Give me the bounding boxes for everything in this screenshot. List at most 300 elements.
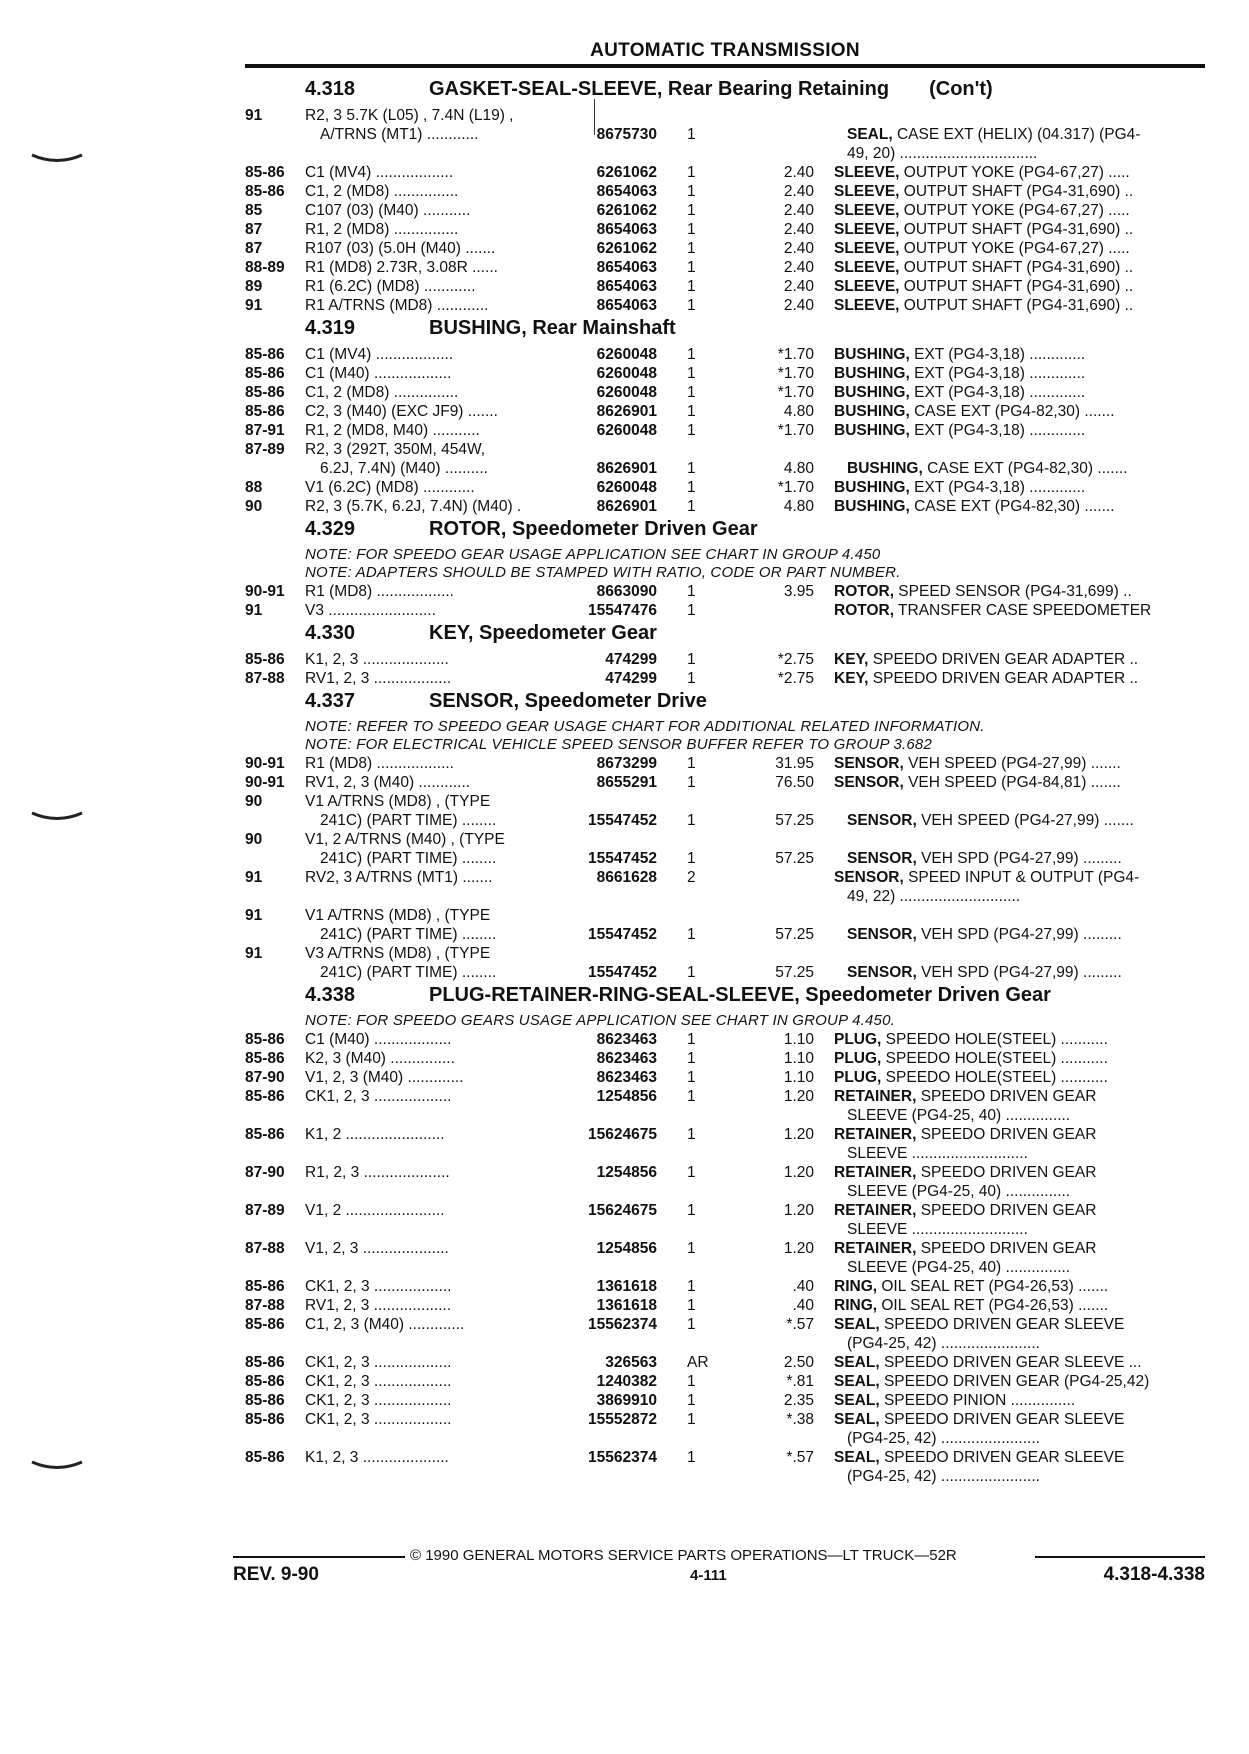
model-years: 87-90 <box>245 1069 285 1086</box>
quantity: 1 <box>687 1126 696 1143</box>
quantity: 1 <box>687 774 696 791</box>
part-number: 8626901 <box>596 460 657 477</box>
parts-row <box>245 345 1205 364</box>
part-number: 6261062 <box>596 240 657 257</box>
section-title-text: PLUG-RETAINER-RING-SEAL-SLEEVE, Speedometer Driven Gear <box>429 984 1051 1006</box>
part-name: SENSOR, <box>847 812 917 829</box>
part-description <box>834 258 1133 277</box>
quantity: 1 <box>687 384 696 401</box>
quantity: 1 <box>687 1031 696 1048</box>
part-number: 15547452 <box>588 850 657 867</box>
parts-row <box>245 239 1205 258</box>
part-detail: SLEEVE (PG4-25, 40) ............... <box>847 1183 1071 1200</box>
part-name: SEAL, <box>834 1316 880 1333</box>
application: R1, 2 (MD8, M40) ........... <box>305 422 480 439</box>
price: *1.70 <box>777 384 814 401</box>
application: V1, 2 ....................... <box>305 1202 445 1219</box>
part-name: SEAL, <box>834 1411 880 1428</box>
part-detail: OUTPUT SHAFT (PG4-31,690) .. <box>899 297 1134 314</box>
quantity: 1 <box>687 964 696 981</box>
part-description <box>847 459 1128 478</box>
quantity: 1 <box>687 1278 696 1295</box>
quantity: 1 <box>687 1392 696 1409</box>
parts-row <box>245 1106 1205 1125</box>
revision-label: REV. 9-90 <box>233 1564 319 1585</box>
part-name: SLEEVE, <box>834 240 900 257</box>
quantity: 1 <box>687 755 696 772</box>
section-number: 4.337 <box>305 690 356 712</box>
application: A/TRNS (MT1) ............ <box>320 126 479 143</box>
part-name: KEY, <box>834 651 869 668</box>
part-description <box>834 383 1085 402</box>
application: CK1, 2, 3 .................. <box>305 1354 452 1371</box>
quantity: 1 <box>687 498 696 515</box>
application: R1, 2 (MD8) ............... <box>305 221 459 238</box>
price: 2.40 <box>783 202 814 219</box>
section-title <box>429 518 758 541</box>
part-name: RING, <box>834 1278 878 1295</box>
part-description <box>834 1277 1108 1296</box>
quantity: 1 <box>687 1164 696 1181</box>
parts-row <box>245 144 1205 163</box>
model-years: 85-86 <box>245 183 285 200</box>
quantity: 1 <box>687 221 696 238</box>
model-years: 90-91 <box>245 774 285 791</box>
part-description <box>834 1315 1124 1334</box>
section-number: 4.330 <box>305 622 356 644</box>
model-years: 91 <box>245 107 263 124</box>
model-years: 91 <box>245 907 263 924</box>
part-name: BUSHING, <box>834 346 910 363</box>
parts-row <box>245 811 1205 830</box>
model-years: 87-91 <box>245 422 285 439</box>
section-note: NOTE: FOR SPEEDO GEARS USAGE APPLICATION SEE CHART IN GROUP 4.450. <box>305 1012 896 1029</box>
parts-row <box>245 830 1205 849</box>
part-name: PLUG, <box>834 1031 882 1048</box>
part-number: 1361618 <box>596 1297 657 1314</box>
part-description <box>834 601 1151 620</box>
parts-row <box>245 277 1205 296</box>
part-detail: SPEED INPUT & OUTPUT (PG4- <box>903 869 1140 886</box>
part-detail: SLEEVE ........................... <box>847 1221 1028 1238</box>
part-detail: (PG4-25, 42) ....................... <box>847 1430 1040 1447</box>
part-detail: SPEEDO DRIVEN GEAR <box>916 1126 1097 1143</box>
price: 2.40 <box>783 221 814 238</box>
application: RV1, 2, 3 .................. <box>305 670 452 687</box>
section-title-suffix: (Con't) <box>929 78 993 100</box>
application: 241C) (PART TIME) ........ <box>320 812 497 829</box>
application: V1 A/TRNS (MD8) , (TYPE <box>305 793 491 810</box>
part-number: 15547452 <box>588 964 657 981</box>
part-number: 8655291 <box>596 774 657 791</box>
part-name: KEY, <box>834 670 869 687</box>
quantity: 1 <box>687 602 696 619</box>
model-years: 85-86 <box>245 1411 285 1428</box>
part-number: 8623463 <box>596 1069 657 1086</box>
part-detail: SPEEDO DRIVEN GEAR SLEEVE ... <box>879 1354 1142 1371</box>
part-number: 8626901 <box>596 498 657 515</box>
part-description <box>834 1049 1108 1068</box>
part-detail: TRANSFER CASE SPEEDOMETER <box>894 602 1152 619</box>
part-detail: SPEEDO DRIVEN GEAR SLEEVE <box>879 1449 1125 1466</box>
part-detail: 49, 22) ............................ <box>847 888 1021 905</box>
section-heading <box>245 315 1205 345</box>
part-detail: SLEEVE (PG4-25, 40) ............... <box>847 1107 1071 1124</box>
part-number: 1254856 <box>596 1164 657 1181</box>
part-detail: SPEEDO DRIVEN GEAR <box>916 1202 1097 1219</box>
part-detail: OUTPUT YOKE (PG4-67,27) ..... <box>899 164 1130 181</box>
part-description <box>834 421 1085 440</box>
part-description <box>847 963 1122 982</box>
part-number: 15547452 <box>588 812 657 829</box>
parts-row <box>245 1049 1205 1068</box>
section-title-text: ROTOR, Speedometer Driven Gear <box>429 518 758 540</box>
model-years: 91 <box>245 869 263 886</box>
part-detail: VEH SPD (PG4-27,99) ......... <box>916 850 1122 867</box>
application: V1 A/TRNS (MD8) , (TYPE <box>305 907 491 924</box>
part-name: SEAL, <box>847 126 893 143</box>
part-number: 1361618 <box>596 1278 657 1295</box>
binder-hole-mark <box>30 810 84 822</box>
model-years: 85-86 <box>245 346 285 363</box>
parts-row <box>245 1334 1205 1353</box>
quantity: 1 <box>687 1088 696 1105</box>
price: 1.10 <box>783 1050 814 1067</box>
parts-row <box>245 1239 1205 1258</box>
model-years: 85-86 <box>245 1449 285 1466</box>
quantity: 1 <box>687 297 696 314</box>
section-title-text: KEY, Speedometer Gear <box>429 622 657 644</box>
part-number: 15547452 <box>588 926 657 943</box>
part-name: SENSOR, <box>847 926 917 943</box>
part-detail: 49, 20) ................................ <box>847 145 1038 162</box>
section-heading <box>245 516 1205 546</box>
application: 241C) (PART TIME) ........ <box>320 926 497 943</box>
price: 1.20 <box>783 1240 814 1257</box>
section-note: NOTE: FOR ELECTRICAL VEHICLE SPEED SENSOR BUFFER REFER TO GROUP 3.682 <box>305 736 932 753</box>
part-name: BUSHING, <box>834 479 910 496</box>
application: C1 (MV4) .................. <box>305 164 454 181</box>
part-detail: SPEEDO DRIVEN GEAR ADAPTER .. <box>868 670 1139 687</box>
model-years: 85-86 <box>245 403 285 420</box>
application: C1 (M40) .................. <box>305 365 452 382</box>
part-description <box>847 1258 1070 1277</box>
application: C2, 3 (M40) (EXC JF9) ....... <box>305 403 498 420</box>
model-years: 91 <box>245 945 263 962</box>
application: C1, 2 (MD8) ............... <box>305 384 459 401</box>
parts-listing <box>245 76 1205 1486</box>
part-description <box>834 182 1133 201</box>
quantity: 1 <box>687 1316 696 1333</box>
parts-row <box>245 1391 1205 1410</box>
part-detail: VEH SPEED (PG4-27,99) ....... <box>903 755 1121 772</box>
part-name: SENSOR, <box>834 774 904 791</box>
part-detail: (PG4-25, 42) ....................... <box>847 1335 1040 1352</box>
section-note: NOTE: FOR SPEEDO GEAR USAGE APPLICATION SEE CHART IN GROUP 4.450 <box>305 546 881 563</box>
binder-hole-mark <box>30 1459 84 1471</box>
application: V3 ......................... <box>305 602 436 619</box>
part-detail: SPEEDO HOLE(STEEL) ........... <box>881 1050 1108 1067</box>
parts-row <box>245 459 1205 478</box>
parts-row <box>245 906 1205 925</box>
parts-row <box>245 1467 1205 1486</box>
model-years: 88-89 <box>245 259 285 276</box>
parts-row <box>245 258 1205 277</box>
parts-row <box>245 296 1205 315</box>
application: R1, 2, 3 .................... <box>305 1164 450 1181</box>
part-number: 6260048 <box>596 479 657 496</box>
quantity: 1 <box>687 126 696 143</box>
part-number: 8654063 <box>596 259 657 276</box>
model-years: 91 <box>245 297 263 314</box>
price: *.57 <box>786 1316 814 1333</box>
application: V1, 2, 3 .................... <box>305 1240 449 1257</box>
price: 2.40 <box>783 278 814 295</box>
parts-row <box>245 1353 1205 1372</box>
part-description <box>834 239 1130 258</box>
part-description <box>847 1182 1070 1201</box>
parts-row <box>245 669 1205 688</box>
application: R1 (MD8) .................. <box>305 583 454 600</box>
section-heading <box>245 76 1205 106</box>
part-number: 6261062 <box>596 164 657 181</box>
parts-row <box>245 1315 1205 1334</box>
parts-row <box>245 220 1205 239</box>
section-title <box>429 622 657 645</box>
part-description <box>847 811 1134 830</box>
part-number: 8661628 <box>596 869 657 886</box>
part-detail: SPEEDO DRIVEN GEAR ADAPTER .. <box>868 651 1139 668</box>
application: R2, 3 (292T, 350M, 454W, <box>305 441 486 458</box>
price: *1.70 <box>777 365 814 382</box>
part-detail: SPEEDO DRIVEN GEAR (PG4-25,42) <box>879 1373 1150 1390</box>
model-years: 87 <box>245 221 263 238</box>
price: 4.80 <box>783 498 814 515</box>
section-title <box>429 690 707 713</box>
quantity: 1 <box>687 346 696 363</box>
application: K1, 2, 3 .................... <box>305 651 449 668</box>
part-detail: SPEEDO PINION ............... <box>879 1392 1076 1409</box>
part-detail: EXT (PG4-3,18) ............. <box>909 384 1086 401</box>
parts-row <box>245 440 1205 459</box>
price: *1.70 <box>777 422 814 439</box>
quantity: 1 <box>687 651 696 668</box>
model-years: 85-86 <box>245 164 285 181</box>
footer-copyright: © 1990 GENERAL MOTORS SERVICE PARTS OPERATIONS—LT TRUCK—52R <box>410 1547 957 1564</box>
application: C1, 2, 3 (M40) ............. <box>305 1316 465 1333</box>
binder-hole-mark <box>30 152 84 164</box>
part-name: SLEEVE, <box>834 297 900 314</box>
price: 57.25 <box>775 926 814 943</box>
model-years: 87 <box>245 240 263 257</box>
parts-row <box>245 650 1205 669</box>
section-title <box>429 317 676 340</box>
quantity: 1 <box>687 1240 696 1257</box>
part-description <box>834 754 1121 773</box>
price: 4.80 <box>783 460 814 477</box>
part-number: 8654063 <box>596 278 657 295</box>
part-description <box>834 1239 1096 1258</box>
part-description <box>834 201 1130 220</box>
price: .40 <box>792 1297 814 1314</box>
section-number: 4.319 <box>305 317 356 339</box>
part-detail: CASE EXT (PG4-82,30) ....... <box>909 403 1115 420</box>
part-description <box>847 144 1037 163</box>
part-detail: EXT (PG4-3,18) ............. <box>909 346 1086 363</box>
part-description <box>834 402 1115 421</box>
price: .40 <box>792 1278 814 1295</box>
part-name: BUSHING, <box>834 403 910 420</box>
part-detail: OUTPUT SHAFT (PG4-31,690) .. <box>899 221 1134 238</box>
part-detail: VEH SPD (PG4-27,99) ......... <box>916 926 1122 943</box>
model-years: 87-88 <box>245 670 285 687</box>
parts-row <box>245 1372 1205 1391</box>
application: C1 (MV4) .................. <box>305 346 454 363</box>
part-name: SENSOR, <box>834 869 904 886</box>
price: 1.20 <box>783 1126 814 1143</box>
part-description <box>847 1467 1040 1486</box>
part-description <box>847 125 1140 144</box>
application: C107 (03) (M40) ........... <box>305 202 471 219</box>
parts-row <box>245 497 1205 516</box>
part-number: 6260048 <box>596 384 657 401</box>
price: 1.10 <box>783 1069 814 1086</box>
parts-row <box>245 849 1205 868</box>
part-detail: VEH SPEED (PG4-27,99) ....... <box>916 812 1134 829</box>
price: *1.70 <box>777 479 814 496</box>
quantity: 1 <box>687 1069 696 1086</box>
price: 57.25 <box>775 850 814 867</box>
quantity: 1 <box>687 259 696 276</box>
parts-row <box>245 1182 1205 1201</box>
part-number: 1254856 <box>596 1088 657 1105</box>
quantity: 1 <box>687 1050 696 1067</box>
part-number: 6261062 <box>596 202 657 219</box>
part-number: 8654063 <box>596 297 657 314</box>
price: 2.40 <box>783 297 814 314</box>
part-detail: OUTPUT YOKE (PG4-67,27) ..... <box>899 240 1130 257</box>
model-years: 91 <box>245 602 263 619</box>
section-title-text: GASKET-SEAL-SLEEVE, Rear Bearing Retaining <box>429 78 890 100</box>
application: RV2, 3 A/TRNS (MT1) ....... <box>305 869 493 886</box>
application: RV1, 2, 3 .................. <box>305 1297 452 1314</box>
quantity: 1 <box>687 1449 696 1466</box>
parts-row <box>245 478 1205 497</box>
quantity: AR <box>687 1354 709 1371</box>
model-years: 87-88 <box>245 1297 285 1314</box>
section-title-text: BUSHING, Rear Mainshaft <box>429 317 676 339</box>
model-years: 85-86 <box>245 1031 285 1048</box>
part-detail: SLEEVE (PG4-25, 40) ............... <box>847 1259 1071 1276</box>
parts-row <box>245 868 1205 887</box>
application: V1, 2, 3 (M40) ............. <box>305 1069 464 1086</box>
application: K1, 2 ....................... <box>305 1126 445 1143</box>
part-description <box>847 887 1020 906</box>
model-years: 85-86 <box>245 1278 285 1295</box>
part-detail: VEH SPEED (PG4-84,81) ....... <box>903 774 1121 791</box>
application: C1 (M40) .................. <box>305 1031 452 1048</box>
model-years: 87-89 <box>245 441 285 458</box>
quantity: 1 <box>687 202 696 219</box>
part-description <box>834 364 1085 383</box>
application: V1 (6.2C) (MD8) ............ <box>305 479 475 496</box>
part-detail: (PG4-25, 42) ....................... <box>847 1468 1040 1485</box>
footer-rule-right <box>1035 1556 1205 1558</box>
price: 57.25 <box>775 964 814 981</box>
section-note: NOTE: REFER TO SPEEDO GEAR USAGE CHART FOR ADDITIONAL RELATED INFORMATION. <box>305 718 985 735</box>
part-number: 15552872 <box>588 1411 657 1428</box>
part-name: RETAINER, <box>834 1088 917 1105</box>
parts-row <box>245 1277 1205 1296</box>
quantity: 1 <box>687 1202 696 1219</box>
part-name: SEAL, <box>834 1373 880 1390</box>
part-name: SLEEVE, <box>834 183 900 200</box>
part-description <box>847 1334 1040 1353</box>
part-description <box>834 1448 1124 1467</box>
quantity: 1 <box>687 460 696 477</box>
part-number: 8654063 <box>596 183 657 200</box>
price: 3.95 <box>783 583 814 600</box>
parts-row <box>245 383 1205 402</box>
application: R2, 3 (5.7K, 6.2J, 7.4N) (M40) . <box>305 498 522 515</box>
quantity: 1 <box>687 422 696 439</box>
part-description <box>834 1391 1075 1410</box>
model-years: 85-86 <box>245 384 285 401</box>
section-title-text: SENSOR, Speedometer Drive <box>429 690 707 712</box>
quantity: 1 <box>687 850 696 867</box>
quantity: 1 <box>687 278 696 295</box>
part-description <box>834 773 1121 792</box>
application: 6.2J, 7.4N) (M40) .......... <box>320 460 488 477</box>
quantity: 2 <box>687 869 696 886</box>
part-description <box>834 1372 1149 1391</box>
part-number: 474299 <box>605 651 657 668</box>
application: R1 (MD8) 2.73R, 3.08R ...... <box>305 259 498 276</box>
part-detail: EXT (PG4-3,18) ............. <box>909 422 1086 439</box>
price: 2.50 <box>783 1354 814 1371</box>
model-years: 85-86 <box>245 1126 285 1143</box>
parts-row <box>245 201 1205 220</box>
part-description <box>834 1087 1096 1106</box>
part-name: SLEEVE, <box>834 259 900 276</box>
parts-row <box>245 754 1205 773</box>
model-years: 85-86 <box>245 651 285 668</box>
application: 241C) (PART TIME) ........ <box>320 850 497 867</box>
part-detail: SPEEDO HOLE(STEEL) ........... <box>881 1031 1108 1048</box>
parts-row <box>245 925 1205 944</box>
part-description <box>834 669 1138 688</box>
part-description <box>834 1201 1096 1220</box>
part-name: ROTOR, <box>834 583 894 600</box>
model-years: 85-86 <box>245 1316 285 1333</box>
model-years: 85 <box>245 202 263 219</box>
part-name: BUSHING, <box>834 422 910 439</box>
part-number: 8673299 <box>596 755 657 772</box>
part-number: 474299 <box>605 670 657 687</box>
model-years: 85-86 <box>245 1354 285 1371</box>
model-years: 85-86 <box>245 1050 285 1067</box>
parts-row <box>245 1201 1205 1220</box>
part-number: 6260048 <box>596 365 657 382</box>
part-name: PLUG, <box>834 1069 882 1086</box>
part-description <box>834 1353 1142 1372</box>
part-name: RETAINER, <box>834 1202 917 1219</box>
parts-row <box>245 963 1205 982</box>
parts-row <box>245 601 1205 620</box>
part-number: 15562374 <box>588 1449 657 1466</box>
quantity: 1 <box>687 812 696 829</box>
part-number: 8623463 <box>596 1050 657 1067</box>
